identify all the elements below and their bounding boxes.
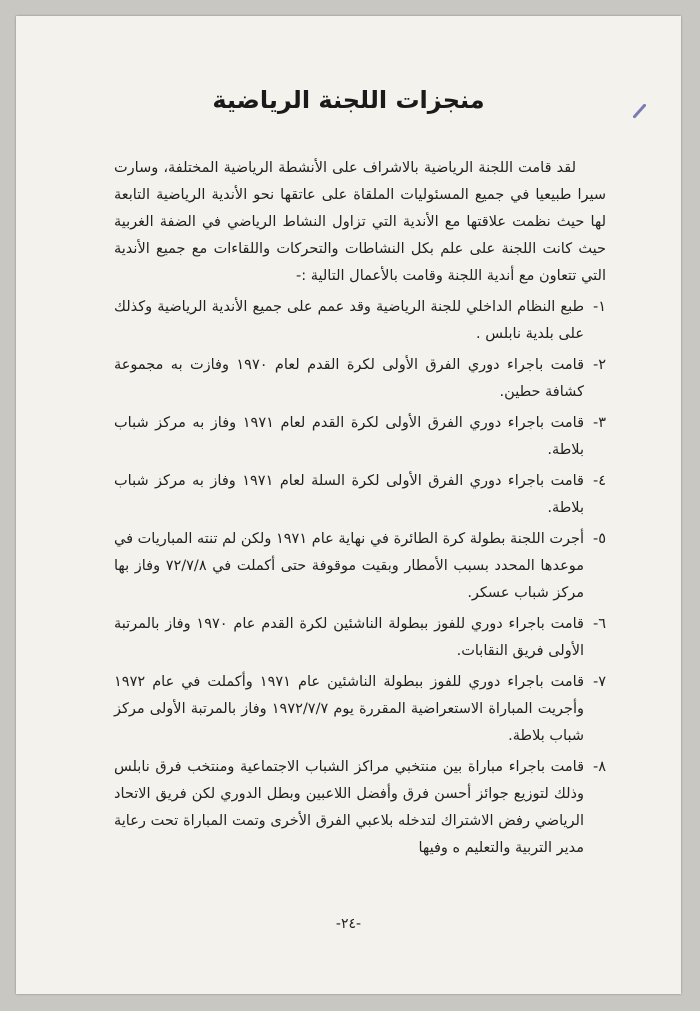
document-page bbox=[16, 16, 681, 994]
list-item bbox=[114, 468, 606, 522]
list-item bbox=[114, 611, 606, 665]
item-text: قامت باجراء دوري الفرق الأولى لكرة القدم لعام ١٩٧٠ وفازت به مجموعة كشافة حطين. bbox=[114, 357, 584, 400]
list-item bbox=[114, 294, 606, 348]
item-text: قامت باجراء دوري للفوز ببطولة الناشئين لكرة القدم عام ١٩٧٠ وفاز بالمرتبة الأولى فريق النقابات. bbox=[114, 616, 584, 659]
item-text: طبع النظام الداخلي للجنة الرياضية وقد عمم على جميع الأندية الرياضية وكذلك على بلدية نابلس . bbox=[114, 299, 584, 342]
item-text: قامت باجراء دوري الفرق الأولى لكرة السلة لعام ١٩٧١ وفاز به مركز شباب بلاطة. bbox=[114, 473, 584, 516]
item-number: ١- bbox=[592, 299, 606, 315]
item-text: قامت باجراء دوري الفرق الأولى لكرة القدم لعام ١٩٧١ وفاز به مركز شباب بلاطة. bbox=[114, 415, 584, 458]
list-item bbox=[114, 526, 606, 607]
page-title: منجزات اللجنة الرياضية bbox=[212, 86, 485, 114]
item-number: ٦- bbox=[592, 616, 606, 632]
item-number: ٣- bbox=[592, 415, 606, 431]
item-text: أجرت اللجنة بطولة كرة الطائرة في نهاية عام ١٩٧١ ولكن لم تنته المباريات في موعدها المحدد بسبب الأمطار وبقيت موقوفة حتى أكملت في ٧٢/٧/٨ وفاز بها مركز شباب عسكر. bbox=[114, 531, 584, 601]
item-text: قامت باجراء دوري للفوز ببطولة الناشئين عام ١٩٧١ وأكملت في عام ١٩٧٢ وأجريت المباراة الاستعراضية المقررة يوم ١٩٧٢/٧/٧ وفاز بالمرتبة الأولى مركز شباب بلاطة. bbox=[114, 674, 585, 744]
item-number: ٨- bbox=[592, 759, 606, 775]
item-number: ٥- bbox=[592, 531, 606, 547]
list-item bbox=[114, 352, 606, 406]
document-body bbox=[114, 155, 606, 866]
page-number: -٢٤- bbox=[335, 916, 362, 932]
item-text: قامت باجراء مباراة بين منتخبي مراكز الشباب الاجتماعية ومنتخب فرق نابلس وذلك لتوزيع جوائز أحسن فرق وأفضل اللاعبين وبطل الدوري لكن فريق الاتحاد الرياضي رفض الاشتراك لتدخله بلاعبي الفرق الأخرى وتمت المباراة تحت رعاية مدير التربية والتعليم ه وفيها bbox=[114, 759, 584, 856]
list-item bbox=[114, 754, 606, 862]
list-item bbox=[114, 669, 606, 750]
achievements-list bbox=[114, 294, 606, 862]
list-item bbox=[114, 410, 606, 464]
item-number: ٧- bbox=[592, 674, 606, 690]
item-number: ٤- bbox=[592, 473, 606, 489]
intro-paragraph: لقد قامت اللجنة الرياضية بالاشراف على الأنشطة الرياضية المختلفة، وسارت سيرا طبيعيا في جميع المسئوليات الملقاة على عاتقها نحو الأندية الرياضية التابعة لها حيث نظمت علاقتها مع الأندية التي تزاول النشاط الرياضي في الضفة الغربية حيث كانت اللجنة على علم بكل النشاطات والتحركات واللقاءات مع جميع الأندية التي تتعاون مع أندية اللجنة وقامت بالأعمال التالية :- bbox=[114, 160, 606, 284]
item-number: ٢- bbox=[592, 357, 606, 373]
